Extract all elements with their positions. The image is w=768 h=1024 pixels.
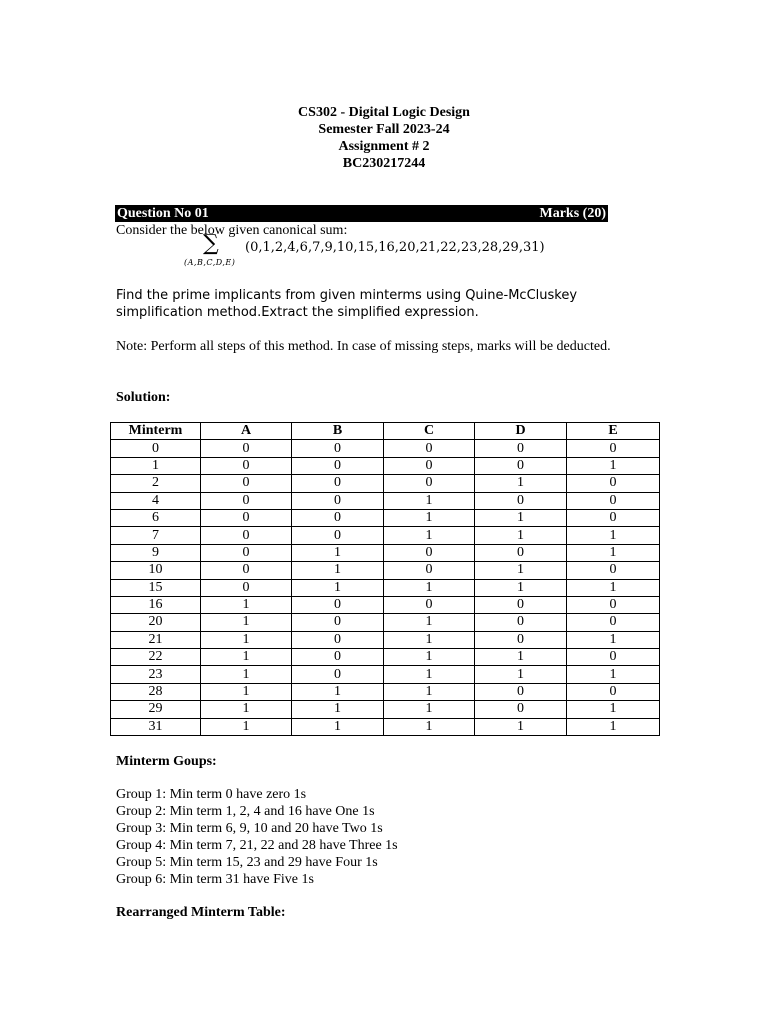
question-task: Find the prime implicants from given minterms using Quine-McCluskey simplification method.Extract the simplified expression. (116, 288, 578, 320)
groups-title: Minterm Goups: (116, 754, 217, 769)
table-cell: 0 (567, 509, 660, 526)
question-intro: Consider the below given canonical sum: (116, 223, 348, 238)
table-cell: 0 (292, 509, 384, 526)
table-cell: 1 (384, 701, 475, 718)
table-cell: 0 (567, 562, 660, 579)
table-row (111, 596, 660, 613)
table-cell: 23 (111, 666, 201, 683)
table-cell: 0 (567, 683, 660, 700)
table-cell: 1 (292, 701, 384, 718)
header-d: D (475, 423, 567, 440)
table-row (111, 666, 660, 683)
table-cell: 1 (567, 457, 660, 474)
table-cell: 1 (292, 718, 384, 735)
table-cell: 0 (475, 596, 567, 613)
minterm-list: (0,1,2,4,6,7,9,10,15,16,20,21,22,23,28,29,31) (245, 240, 545, 255)
table-cell: 0 (292, 649, 384, 666)
table-cell: 0 (384, 440, 475, 457)
table-cell: 0 (201, 527, 292, 544)
table-cell: 0 (201, 579, 292, 596)
table-row (111, 475, 660, 492)
sigma-variables: (A,B,C,D,E) (184, 258, 236, 267)
truth-table-body (111, 440, 660, 736)
table-cell: 1 (201, 649, 292, 666)
table-cell: 1 (201, 683, 292, 700)
table-cell: 7 (111, 527, 201, 544)
table-cell: 0 (201, 475, 292, 492)
table-cell: 0 (111, 440, 201, 457)
table-cell: 1 (292, 579, 384, 596)
table-cell: 1 (384, 509, 475, 526)
table-cell: 1 (384, 718, 475, 735)
table-cell: 0 (567, 596, 660, 613)
table-row (111, 579, 660, 596)
table-cell: 0 (475, 614, 567, 631)
assignment-title: Assignment # 2 (338, 139, 430, 154)
table-cell: 1 (292, 544, 384, 561)
group-item: Group 5: Min term 15, 23 and 29 have Four 1s (116, 855, 378, 870)
table-cell: 1 (384, 527, 475, 544)
table-cell: 0 (292, 475, 384, 492)
table-cell: 0 (475, 683, 567, 700)
table-cell: 0 (475, 544, 567, 561)
table-cell: 1 (384, 683, 475, 700)
table-row (111, 527, 660, 544)
sigma-symbol: ∑ (203, 231, 219, 256)
table-header-row (111, 423, 660, 440)
table-cell: 0 (292, 596, 384, 613)
table-row (111, 509, 660, 526)
table-cell: 0 (567, 649, 660, 666)
document-header (0, 104, 768, 172)
table-cell: 0 (201, 562, 292, 579)
table-cell: 1 (292, 562, 384, 579)
table-cell: 1 (201, 701, 292, 718)
table-cell: 1 (201, 614, 292, 631)
table-cell: 0 (292, 440, 384, 457)
table-cell: 0 (292, 614, 384, 631)
table-row (111, 457, 660, 474)
table-cell: 1 (567, 631, 660, 648)
table-cell: 0 (384, 457, 475, 474)
header-a: A (201, 423, 292, 440)
table-cell: 1 (111, 457, 201, 474)
table-cell: 1 (475, 649, 567, 666)
question-header-bar (115, 205, 608, 222)
semester-title: Semester Fall 2023-24 (318, 122, 450, 137)
table-cell: 0 (201, 509, 292, 526)
table-row (111, 649, 660, 666)
table-cell: 0 (201, 440, 292, 457)
group-item: Group 2: Min term 1, 2, 4 and 16 have One 1s (116, 804, 375, 819)
rearranged-title: Rearranged Minterm Table: (116, 905, 286, 920)
table-cell: 1 (567, 718, 660, 735)
table-cell: 1 (475, 475, 567, 492)
table-cell: 0 (567, 614, 660, 631)
table-cell: 0 (292, 631, 384, 648)
table-cell: 1 (567, 666, 660, 683)
table-row (111, 718, 660, 735)
table-cell: 0 (292, 457, 384, 474)
group-item: Group 4: Min term 7, 21, 22 and 28 have Three 1s (116, 838, 398, 853)
table-row (111, 440, 660, 457)
table-cell: 1 (201, 666, 292, 683)
table-cell: 15 (111, 579, 201, 596)
table-cell: 0 (475, 631, 567, 648)
table-cell: 0 (475, 440, 567, 457)
table-cell: 0 (292, 666, 384, 683)
header-c: C (384, 423, 475, 440)
header-minterm: Minterm (111, 423, 201, 440)
table-cell: 20 (111, 614, 201, 631)
table-row (111, 492, 660, 509)
table-cell: 0 (475, 701, 567, 718)
table-cell: 0 (201, 457, 292, 474)
table-cell: 1 (201, 596, 292, 613)
truth-table (110, 422, 660, 736)
table-cell: 1 (567, 544, 660, 561)
table-cell: 9 (111, 544, 201, 561)
table-cell: 1 (567, 579, 660, 596)
course-title: CS302 - Digital Logic Design (298, 105, 470, 120)
group-item: Group 3: Min term 6, 9, 10 and 20 have Two 1s (116, 821, 383, 836)
table-cell: 0 (567, 440, 660, 457)
table-cell: 16 (111, 596, 201, 613)
table-row (111, 544, 660, 561)
table-cell: 1 (475, 509, 567, 526)
table-cell: 4 (111, 492, 201, 509)
table-cell: 0 (201, 492, 292, 509)
table-cell: 1 (475, 527, 567, 544)
table-cell: 22 (111, 649, 201, 666)
table-cell: 29 (111, 701, 201, 718)
table-cell: 1 (475, 718, 567, 735)
table-row (111, 701, 660, 718)
table-cell: 1 (384, 579, 475, 596)
table-cell: 0 (384, 475, 475, 492)
table-cell: 1 (567, 701, 660, 718)
table-cell: 28 (111, 683, 201, 700)
table-row (111, 562, 660, 579)
table-cell: 0 (292, 527, 384, 544)
table-row (111, 614, 660, 631)
table-cell: 31 (111, 718, 201, 735)
question-marks: Marks (20) (539, 206, 606, 221)
groups-list (116, 786, 398, 888)
table-cell: 0 (567, 475, 660, 492)
table-cell: 1 (384, 649, 475, 666)
table-cell: 1 (567, 527, 660, 544)
table-cell: 2 (111, 475, 201, 492)
group-item: Group 6: Min term 31 have Five 1s (116, 872, 314, 887)
table-cell: 1 (384, 492, 475, 509)
question-note: Note: Perform all steps of this method. In case of missing steps, marks will be deducted. (116, 339, 611, 354)
solution-label: Solution: (116, 390, 171, 405)
table-cell: 1 (384, 631, 475, 648)
group-item: Group 1: Min term 0 have zero 1s (116, 787, 307, 802)
table-cell: 0 (475, 457, 567, 474)
table-cell: 10 (111, 562, 201, 579)
header-e: E (567, 423, 660, 440)
table-row (111, 683, 660, 700)
table-cell: 1 (384, 614, 475, 631)
table-cell: 6 (111, 509, 201, 526)
table-cell: 1 (384, 666, 475, 683)
table-cell: 0 (384, 562, 475, 579)
table-cell: 0 (292, 492, 384, 509)
table-cell: 1 (201, 718, 292, 735)
table-cell: 0 (384, 544, 475, 561)
student-id: BC230217244 (342, 156, 426, 171)
table-cell: 0 (567, 492, 660, 509)
table-cell: 1 (201, 631, 292, 648)
table-cell: 0 (384, 596, 475, 613)
table-cell: 0 (201, 544, 292, 561)
table-row (111, 631, 660, 648)
table-cell: 1 (475, 562, 567, 579)
table-cell: 1 (475, 579, 567, 596)
table-cell: 0 (475, 492, 567, 509)
table-cell: 1 (475, 666, 567, 683)
header-b: B (292, 423, 384, 440)
table-cell: 21 (111, 631, 201, 648)
table-cell: 1 (292, 683, 384, 700)
question-title: Question No 01 (117, 206, 209, 221)
